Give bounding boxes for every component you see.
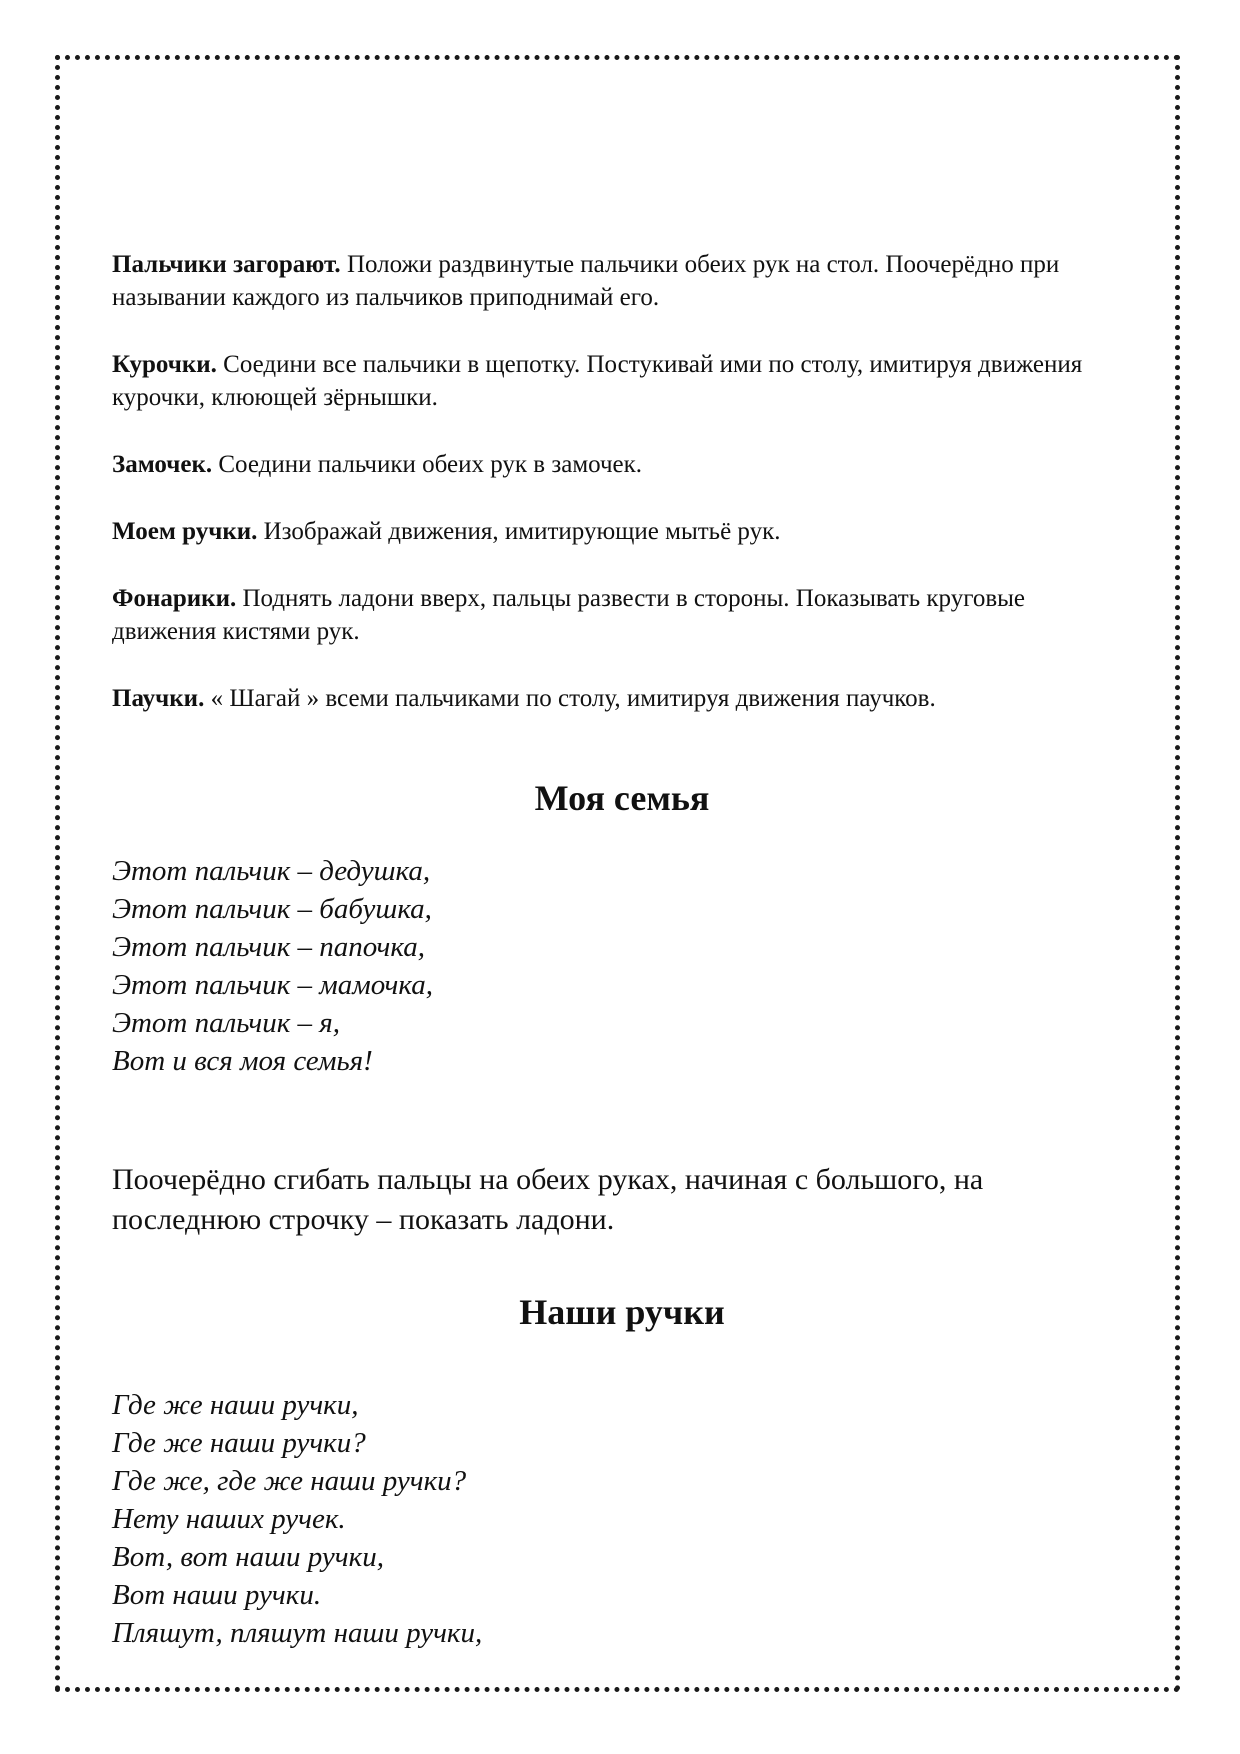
poem-line: Этот пальчик – бабушка, xyxy=(112,893,432,925)
poem-line: Где же, где же наши ручки? xyxy=(112,1465,467,1497)
poem-line: Вот, вот наши ручки, xyxy=(112,1541,384,1573)
poem-line: Вот и вся моя семья! xyxy=(112,1045,373,1077)
exercise-text: Поднять ладони вверх, пальцы развести в стороны. Показывать круговые движения кистями рук. xyxy=(112,585,1026,645)
exercise-title: Замочек. xyxy=(112,451,213,478)
poem-line: Этот пальчик – я, xyxy=(112,1007,340,1039)
poem-line: Вот наши ручки. xyxy=(112,1579,322,1611)
poem-line: Пляшут, пляшут наши ручки, xyxy=(112,1617,483,1649)
exercise-title: Фонарики. xyxy=(112,585,237,612)
exercise-text: « Шагай » всеми пальчиками по столу, имитируя движения паучков. xyxy=(210,685,936,712)
exercise-text: Изображай движения, имитирующие мытьё рук. xyxy=(263,518,781,545)
exercise-item xyxy=(112,682,1132,715)
exercise-text: Соедини все пальчики в щепотку. Постукивай ими по столу, имитируя движения курочки, клюющей зёрнышки. xyxy=(112,351,1083,411)
exercise-title: Пальчики загорают. xyxy=(112,251,341,278)
poem-line: Этот пальчик – дедушка, xyxy=(112,855,431,887)
exercise-list xyxy=(112,248,1132,749)
poem-line: Нету наших ручек. xyxy=(112,1503,346,1535)
exercise-title: Курочки. xyxy=(112,351,217,378)
instruction-family: Поочерёдно сгибать пальцы на обеих руках, начиная с большого, на последнюю строчку – показать ладони. xyxy=(112,1163,984,1236)
poem-line: Где же наши ручки, xyxy=(112,1389,359,1421)
poem-family xyxy=(112,852,433,1080)
exercise-item xyxy=(112,448,1132,481)
poem-hands xyxy=(112,1386,482,1652)
exercise-item xyxy=(112,348,1132,414)
exercise-title: Моем ручки. xyxy=(112,518,258,545)
exercise-text: Соедини пальчики обеих рук в замочек. xyxy=(218,451,643,478)
poem-line: Этот пальчик – папочка, xyxy=(112,931,425,963)
exercise-item xyxy=(112,515,1132,548)
section-heading-family: Моя семья xyxy=(534,778,710,818)
exercise-title: Паучки. xyxy=(112,685,205,712)
exercise-item xyxy=(112,582,1132,648)
poem-line: Этот пальчик – мамочка, xyxy=(112,969,433,1001)
exercise-item xyxy=(112,248,1132,314)
poem-line: Где же наши ручки? xyxy=(112,1427,366,1459)
exercise-text: Положи раздвинутые пальчики обеих рук на стол. Поочерёдно при назывании каждого из пальчиков приподнимай его. xyxy=(112,251,1060,311)
section-heading-hands: Наши ручки xyxy=(519,1292,725,1332)
